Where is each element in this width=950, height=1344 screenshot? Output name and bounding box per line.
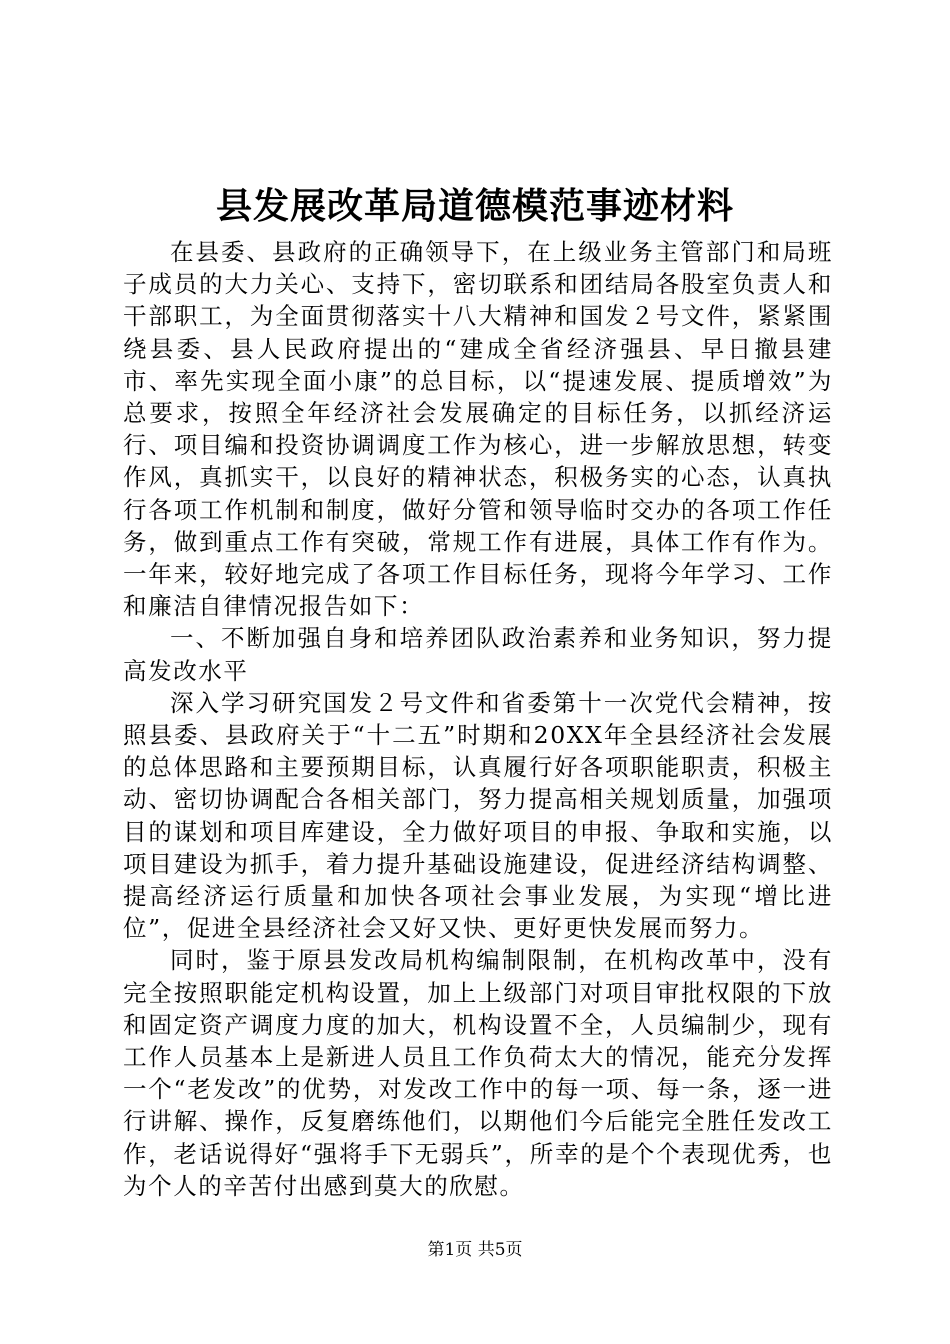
document-title: 县发展改革局道德模范事迹材料 xyxy=(215,185,734,227)
document-body xyxy=(123,236,833,1202)
section-heading-1: 一、不断加强自身和培养团队政治素养和业务知识，努力提高发改水平 xyxy=(123,624,833,685)
paragraph-study: 深入学习研究国发２号文件和省委第十一次党代会精神，按照县委、县政府关于“十二五”时期和20XX年全县经济社会发展的总体思路和主要预期目标，认真履行好各项职能职责，积极主动、密切协调配合各相关部门，努力提高相关规划质量，加强项目的谋划和项目库建设，全力做好项目的申报、争取和实施，以项目建设为抓手，着力提升基础设施建设，促进经济结构调整、提高经济运行质量和加快各项社会事业发展，为实现“增比进位”，促进全县经济社会又好又快、更好更快发展而努力。 xyxy=(123,688,833,943)
paragraph-team: 同时，鉴于原县发改局机构编制限制，在机构改革中，没有完全按照职能定机构设置，加上上级部门对项目审批权限的下放和固定资产调度力度的加大，机构设置不全，人员编制少，现有工作人员基本上是新进人员且工作负荷太大的情况，能充分发挥一个“老发改”的优势，对发改工作中的每一项、每一条，逐一进行讲解、操作，反复磨练他们，以期他们今后能完全胜任发改工作，老话说得好“强将手下无弱兵”，所幸的是个个表现优秀，也为个人的辛苦付出感到莫大的欣慰。 xyxy=(123,946,833,1200)
page-footer: 第1页 共5页 xyxy=(427,1240,523,1260)
paragraph-intro: 在县委、县政府的正确领导下，在上级业务主管部门和局班子成员的大力关心、支持下，密切联系和团结局各股室负责人和干部职工，为全面贯彻落实十八大精神和国发２号文件，紧紧围绕县委、县人民政府提出的“建成全省经济强县、早日撤县建市、率先实现全面小康”的总目标，以“提速发展、提质增效”为总要求，按照全年经济社会发展确定的目标任务，以抓经济运行、项目编和投资协调调度工作为核心，进一步解放思想，转变作风，真抓实干，以良好的精神状态，积极务实的心态，认真执行各项工作机制和制度，做好分管和领导临时交办的各项工作任务，做到重点工作有突破，常规工作有进展，具体工作有作为。一年来，较好地完成了各项工作目标任务，现将今年学习、工作和廉洁自律情况报告如下： xyxy=(123,238,833,621)
